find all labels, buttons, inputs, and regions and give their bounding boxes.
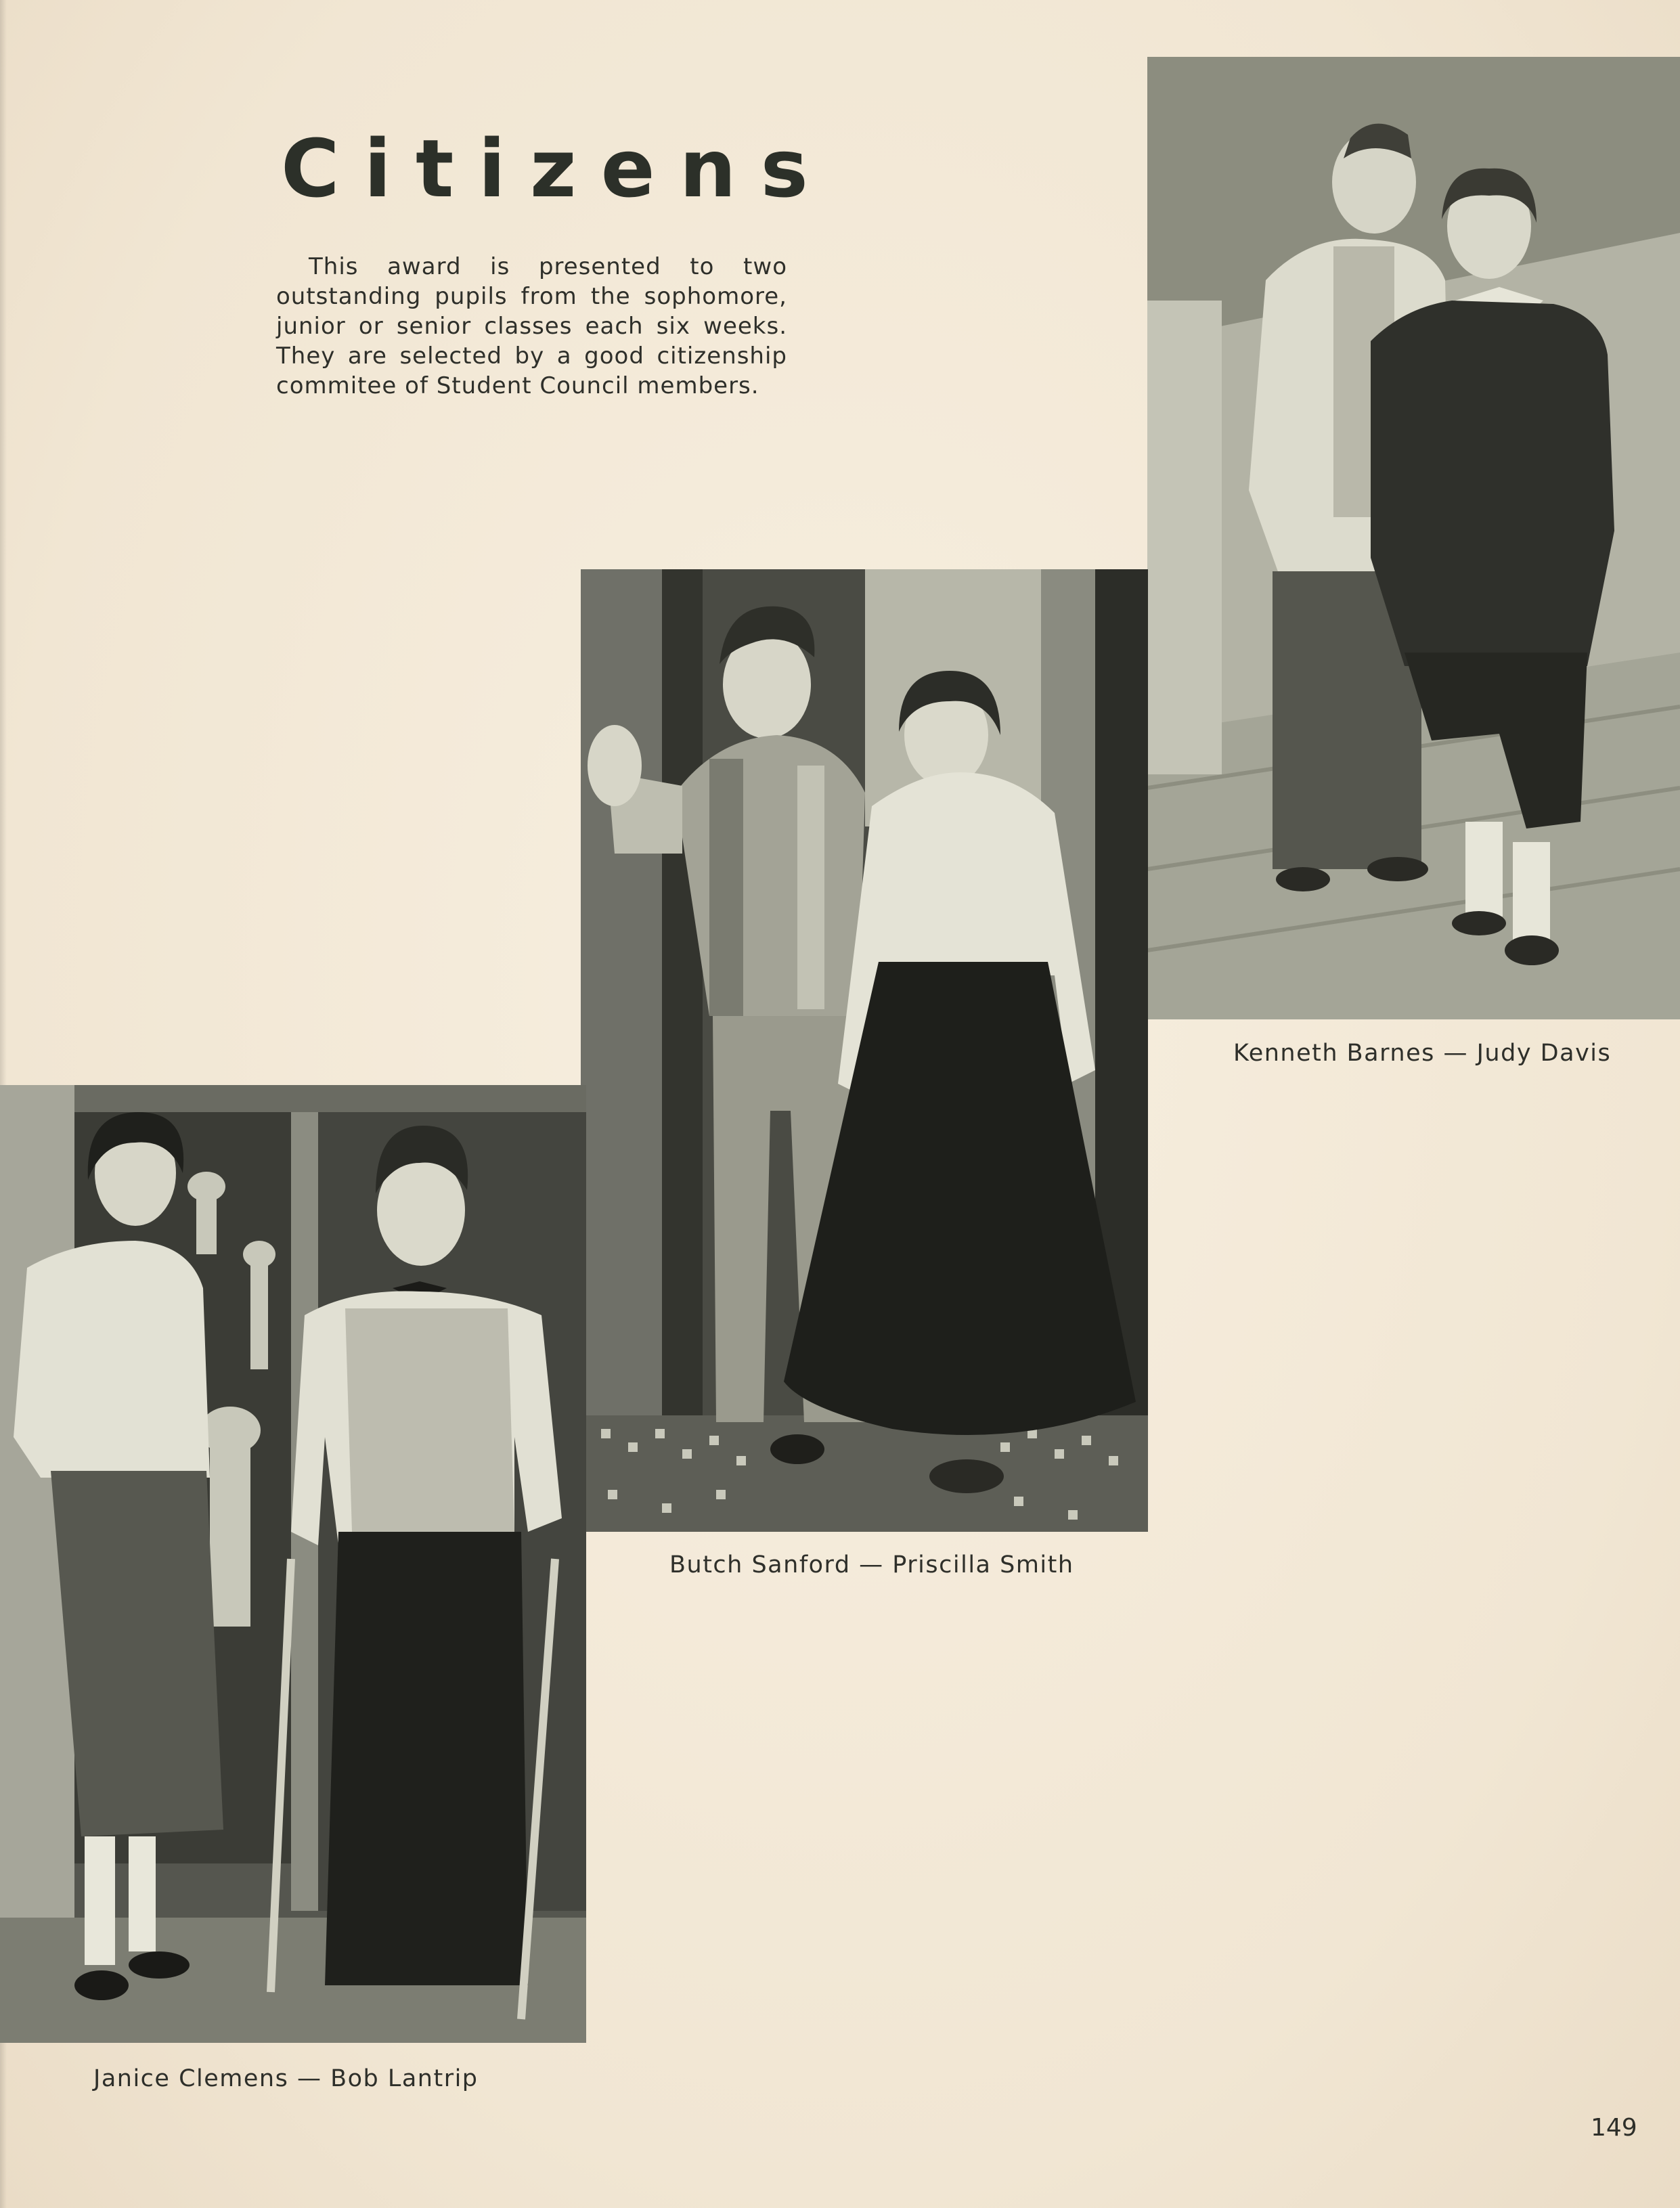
caption-sanford-smith: Butch Sanford — Priscilla Smith — [669, 1551, 1074, 1578]
intro-paragraph: This award is presented to two outstanding pupils from the sophomore, junior or senior classes each six weeks. They are selected by a good citizenship commitee of Student Council members. — [276, 253, 787, 399]
photo-image — [0, 1085, 586, 2043]
photo-image — [1147, 57, 1680, 1019]
photo-barnes-davis — [1147, 57, 1680, 1019]
photo-sanford-smith — [581, 569, 1148, 1532]
photo-clemens-lantrip — [0, 1085, 586, 2043]
page-title: Citizens — [281, 122, 833, 215]
caption-barnes-davis: Kenneth Barnes — Judy Davis — [1233, 1040, 1612, 1067]
page-number: 149 — [1591, 2114, 1637, 2142]
caption-clemens-lantrip: Janice Clemens — Bob Lantrip — [93, 2065, 479, 2092]
photo-image — [581, 569, 1148, 1532]
